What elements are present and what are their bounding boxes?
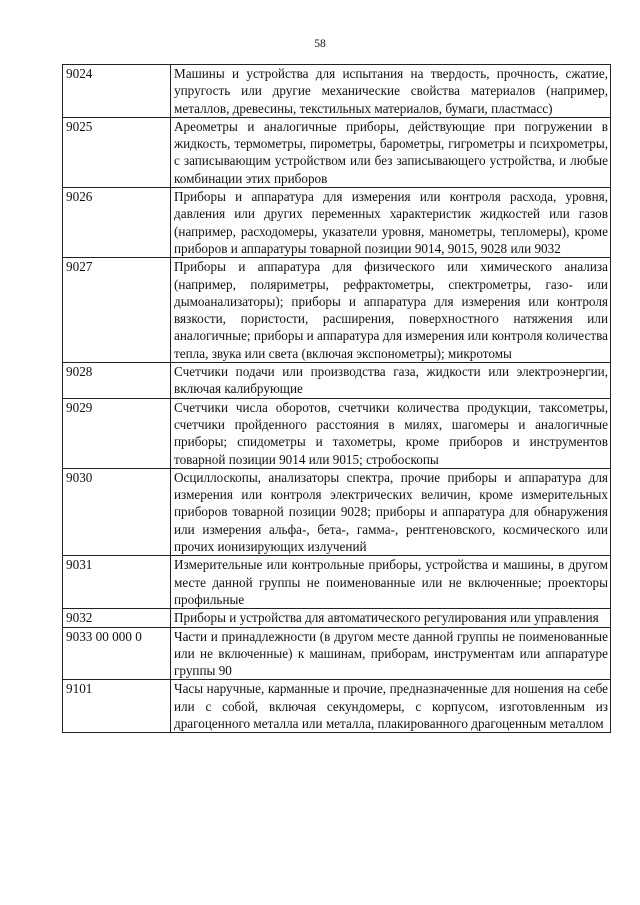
commodity-description: Часы наручные, карманные и прочие, предназначенные для ношения на себе или с собой, включая секундомеры, с корпусом, изготовленным из драгоценного металла или металла, плакированного драгоценным металлом [171, 680, 611, 733]
commodity-code: 9026 [63, 188, 171, 258]
commodity-description: Приборы и аппаратура для физического или химического анализа (например, поляриметры, рефрактометры, спектрометры, газо- или дымоанализаторы); приборы и аппаратура для измерения или контроля вязкости, пористости, расширения, поверхностного натяжения или аналогичные; приборы и аппаратура для измерения или контроля количества тепла, звука или света (включая экспонометры); микротомы [171, 258, 611, 363]
commodity-code-table [62, 64, 611, 733]
commodity-description: Счетчики подачи или производства газа, жидкости или электроэнергии, включая калибрующие [171, 363, 611, 399]
table-row [63, 363, 611, 399]
table-row [63, 680, 611, 733]
commodity-code: 9030 [63, 468, 171, 555]
commodity-code: 9101 [63, 680, 171, 733]
commodity-code: 9029 [63, 398, 171, 468]
commodity-code: 9033 00 000 0 [63, 627, 171, 680]
commodity-description: Приборы и аппаратура для измерения или контроля расхода, уровня, давления или других переменных характеристик жидкостей или газов (например, расходомеры, указатели уровня, манометры, тепломеры), кроме приборов и аппаратуры товарной позиции 9014, 9015, 9028 или 9032 [171, 188, 611, 258]
commodity-description: Измерительные или контрольные приборы, устройства и машины, в другом месте данной группы не поименованные или не включенные; проекторы профильные [171, 556, 611, 609]
table-row [63, 258, 611, 363]
table-row [63, 609, 611, 627]
commodity-description: Приборы и устройства для автоматического регулирования или управления [171, 609, 611, 627]
commodity-description: Осциллоскопы, анализаторы спектра, прочие приборы и аппаратура для измерения или контроля электрических величин, кроме измерительных приборов товарной позиции 9028; приборы и аппаратура для обнаружения или измерения альфа-, бета-, гамма-, рентгеновского, космического или прочих ионизирующих излучений [171, 468, 611, 555]
commodity-description: Счетчики числа оборотов, счетчики количества продукции, таксометры, счетчики пройденного расстояния в милях, шагомеры и аналогичные приборы; спидометры и тахометры, кроме приборов и инструментов товарной позиции 9014 или 9015; стробоскопы [171, 398, 611, 468]
commodity-code: 9025 [63, 117, 171, 187]
commodity-description: Части и принадлежности (в другом месте данной группы не поименованные или не включенные) к машинам, приборам, инструментам или аппаратуре группы 90 [171, 627, 611, 680]
table-row [63, 627, 611, 680]
table-row [63, 556, 611, 609]
commodity-code: 9027 [63, 258, 171, 363]
table-row [63, 188, 611, 258]
table-row [63, 65, 611, 118]
table-row [63, 468, 611, 555]
commodity-description: Машины и устройства для испытания на твердость, прочность, сжатие, упругость или другие механические свойства материалов (например, металлов, древесины, текстильных материалов, бумаги, пластмасс) [171, 65, 611, 118]
commodity-code: 9032 [63, 609, 171, 627]
commodity-code: 9031 [63, 556, 171, 609]
table-row [63, 117, 611, 187]
commodity-description: Ареометры и аналогичные приборы, действующие при погружении в жидкость, термометры, пирометры, барометры, гигрометры и психрометры, с записывающим устройством или без записывающего устройства, и любые комбинации этих приборов [171, 117, 611, 187]
commodity-code: 9028 [63, 363, 171, 399]
page-number: 58 [314, 38, 326, 50]
commodity-code: 9024 [63, 65, 171, 118]
table-row [63, 398, 611, 468]
